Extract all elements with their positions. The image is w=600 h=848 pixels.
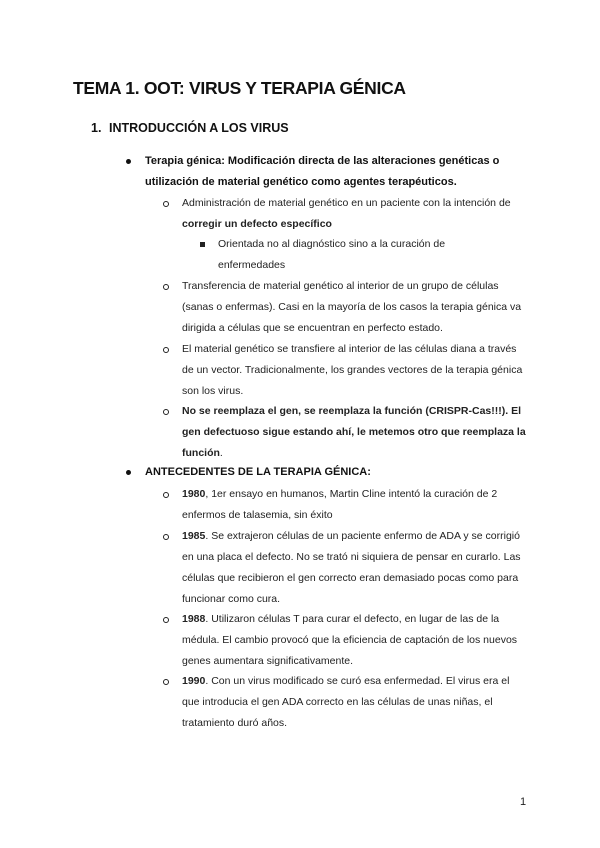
- text-bold: corregir un defecto específico: [182, 218, 332, 230]
- text-bold: No se reemplaza el gen, se reemplaza la función (CRISPR-Cas!!!). El gen defectuoso sigue estando ahí, le metemos otro que reemplaza la función: [182, 405, 526, 459]
- year-label: 1990: [182, 675, 206, 687]
- text-normal: . Con un virus modificado se curó esa enfermedad. El virus era el que introducia el gen ADA correcto en las células de unas niñas, el tratamiento duró años.: [182, 675, 510, 729]
- bullet-circle-icon: [163, 679, 169, 685]
- bullet-circle-icon: [163, 492, 169, 498]
- bullet-circle-icon: [163, 201, 169, 207]
- year-label: 1985: [182, 530, 206, 542]
- bullet-dot-icon: [126, 159, 131, 164]
- text-normal: .: [219, 447, 223, 459]
- text-normal: . Utilizaron células T para curar el defecto, en lugar de las de la médula. El cambio provocó que la eficiencia de captación de los nuevos genes aumentara significativamente.: [182, 613, 518, 667]
- page-number: 1: [520, 796, 527, 808]
- sub-sub-bullet-text: Orientada no al diagnóstico sino a la curación de enfermedades: [218, 238, 446, 271]
- text-normal: . Se extrajeron células de un paciente enfermo de ADA y se corrigió en una placa el defecto. No se trató ni siquiera de pensar en curarlo. Las células que recibieron el gen correcto eran demasiado pocas como para funcionar como cura.: [182, 530, 521, 605]
- section-title: INTRODUCCIÓN A LOS VIRUS: [109, 121, 289, 135]
- bullet-text: Terapia génica: Modificación directa de las alteraciones genéticas o utilización de material genético como agentes terapéuticos.: [145, 155, 500, 188]
- sub-bullet-text: [182, 401, 527, 464]
- sub-bullet-text: [182, 671, 527, 734]
- sub-bullet-text: Transferencia de material genético al interior de un grupo de células (sanas o enfermas). Casi en la mayoría de los casos la terapia génica va dirigida a células que se encuentran en perfecto estado.: [182, 280, 522, 334]
- section-heading: [91, 121, 289, 135]
- bullet-circle-icon: [163, 284, 169, 290]
- bullet-dot-icon: [126, 470, 131, 475]
- text-normal: , 1er ensayo en humanos, Martin Cline intentó la curación de 2 enfermos de talasemia, sin éxito: [182, 488, 498, 521]
- bullet-circle-icon: [163, 617, 169, 623]
- sub-bullet-text: El material genético se transfiere al interior de las células diana a través de un vector. Tradicionalmente, los grandes vectores de la terapia génica son los virus.: [182, 343, 523, 397]
- sub-bullet-text: [182, 609, 527, 672]
- bullet-square-icon: [200, 242, 205, 247]
- section-number: 1.: [91, 121, 102, 135]
- bullet-circle-icon: [163, 409, 169, 415]
- bullet-circle-icon: [163, 534, 169, 540]
- bullet-text: ANTECEDENTES DE LA TERAPIA GÉNICA:: [145, 466, 371, 478]
- sub-bullet-text: [182, 526, 527, 610]
- sub-bullet-text: [182, 484, 527, 526]
- sub-bullet-text: [182, 193, 527, 235]
- text-normal: Administración de material genético en un paciente con la intención de: [182, 197, 511, 209]
- bullet-circle-icon: [163, 347, 169, 353]
- document-title: TEMA 1. OOT: VIRUS Y TERAPIA GÉNICA: [73, 78, 406, 98]
- year-label: 1988: [182, 613, 206, 625]
- year-label: 1980: [182, 488, 206, 500]
